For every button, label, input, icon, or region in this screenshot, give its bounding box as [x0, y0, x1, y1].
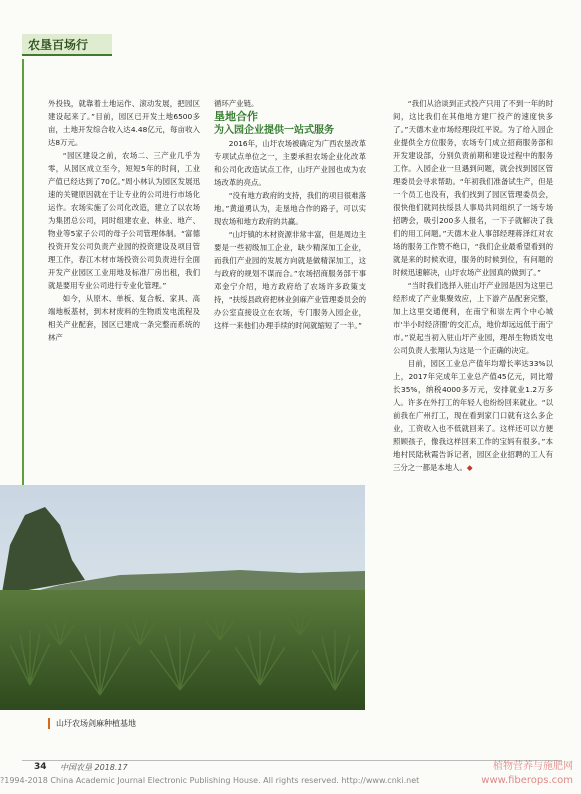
- paragraph: “园区建设之前，农场二、三产业几乎为零，从园区成立至今，短短5年的时间，工业产值已经达到了70亿。”周小林认为园区发展迅速的关键原因就在于让专业的公司进行市场化运作。农场实施了公司化改造，建立了以农场为集团总公司，同时组建农业、林业、地产、物业等5家子公司的母子公司管理体制。“富德投资开发公司负责产业园的投资建设及项目管理工作，春江木材市场投资公司负责进行全面开发产业园区工业用地及标准厂房出租，我们就是要用专业公司进行专业化管理。”: [48, 151, 200, 290]
- section-title: 垦地合作: [214, 110, 258, 123]
- sisal-plantation-photo: [0, 485, 365, 710]
- copyright-line: ?1994-2018 China Academic Journal Electronic Publishing House. All rights reserved. http://www.cnki.net: [0, 776, 420, 785]
- watermark-line-1: 植物营养与施肥网: [493, 761, 573, 772]
- paragraph: “山圩镇的木材资源非常丰富，但是周边主要是一些初级加工企业，缺少精深加工企业，而我们产业园的发展方向就是做精深加工，这与政府的规划不谋而合。”农场招商服务部干事邓金宁介绍，地方政府给了农场许多政策支持，“扶绥县政府把林业剑麻产业管理委员会的办公室直接设立在农场，专门服务入园企业，这样一来他们办理手续的时间就缩短了一半。”: [214, 230, 366, 330]
- watermark: [481, 760, 573, 788]
- paragraph: 循环产业链。: [214, 99, 259, 108]
- photo-illustration: [0, 485, 365, 710]
- page-number: 34: [34, 762, 47, 772]
- paragraph: 外投钱，就靠着土地运作、滚动发展，把园区建设起来了。”目前，园区已开发土地6500多亩，土地开发综合收入达4.48亿元，每亩收入达8万元。: [48, 99, 200, 147]
- photo-caption: 山圩农场剑麻种植基地: [48, 718, 136, 729]
- paragraph: “我们从洽谈到正式投产只用了不到一年的时间，这比我们在其他地方建厂投产的速度快多了。”天德木业市场经理段红平说。为了给入园企业提供全方位服务，农场专门成立招商服务部和开发建设部，分别负责前期和建设过程中的服务工作。入园企业一旦遇到问题，就会找到园区管理委员会寻求帮助。“年初我们准备试生产，但是一个员工也没有，我们找到了园区管理委员会，很快他们就同扶绥县人事局共同组织了一场专场招聘会，吸引200多人报名，一下子就解决了我们的用工问题。”天德木业人事部经理蒋泽红对农场的服务工作赞不绝口，“我们企业最希望看到的就是来的时候欢迎，服务的时候到位，有问题的时候迅速解决，山圩农场产业园真的做到了。”: [393, 99, 553, 277]
- paragraph: “当时我们选择入驻山圩产业园是因为这里已经形成了产业集聚效应，上下游产品配套完整，加上这里交通便利，在南宁和崇左两个中心城市‘半小时经济圈’的交汇点，地价却远远低于南宁市。”说起当初入驻山圩产业园，理昂生物质发电公司负责人张翔认为这是一个正确的决定。: [393, 281, 553, 355]
- paragraph: 2016年，山圩农场被确定为广西农垦改革专项试点单位之一，主要承担农场企业化改革和公司化改造试点工作，山圩产业园也成为农场改革的亮点。: [214, 139, 366, 187]
- article-column-1: [48, 97, 200, 344]
- paragraph: 目前，园区工业总产值年均增长率达33%以上，2017年完成年工业总产值45亿元，同比增长35%，纳税4000多万元，安排就业1.2万多人。许多在外打工的年轻人也纷纷回来就业。“以前我在广州打工，现在看到家门口就有这么多企业，工资收入也不低就回来了。这样还可以方便照顾孩子，像我这样回来工作的宝妈有很多。”本地村民陆秋霞告诉记者，园区企业招聘的工人有三分之一都是本地人。◆: [393, 359, 553, 472]
- article-column-2: [214, 97, 366, 332]
- watermark-line-2: www.fiberops.com: [481, 775, 573, 786]
- section-tag-label: 农垦百场行: [28, 37, 89, 52]
- section-tag: [22, 34, 112, 56]
- article-column-3: [393, 97, 553, 474]
- section-subtitle: 为入园企业提供一站式服务: [214, 125, 334, 136]
- end-mark-icon: ◆: [466, 463, 473, 472]
- paragraph: “没有地方政府的支持，我们的项目很难落地。”黄道勇认为，走垦地合作的路子，可以实现农场和地方政府的共赢。: [214, 191, 366, 226]
- paragraph: 如今，从原木、单板、复合板、家具、高端地板基材，到木材废料的生物质发电流程及相关产业配套，园区已建成一条完整而系统的林产: [48, 294, 200, 342]
- publication-name: 中国农垦 2018.17: [60, 763, 128, 772]
